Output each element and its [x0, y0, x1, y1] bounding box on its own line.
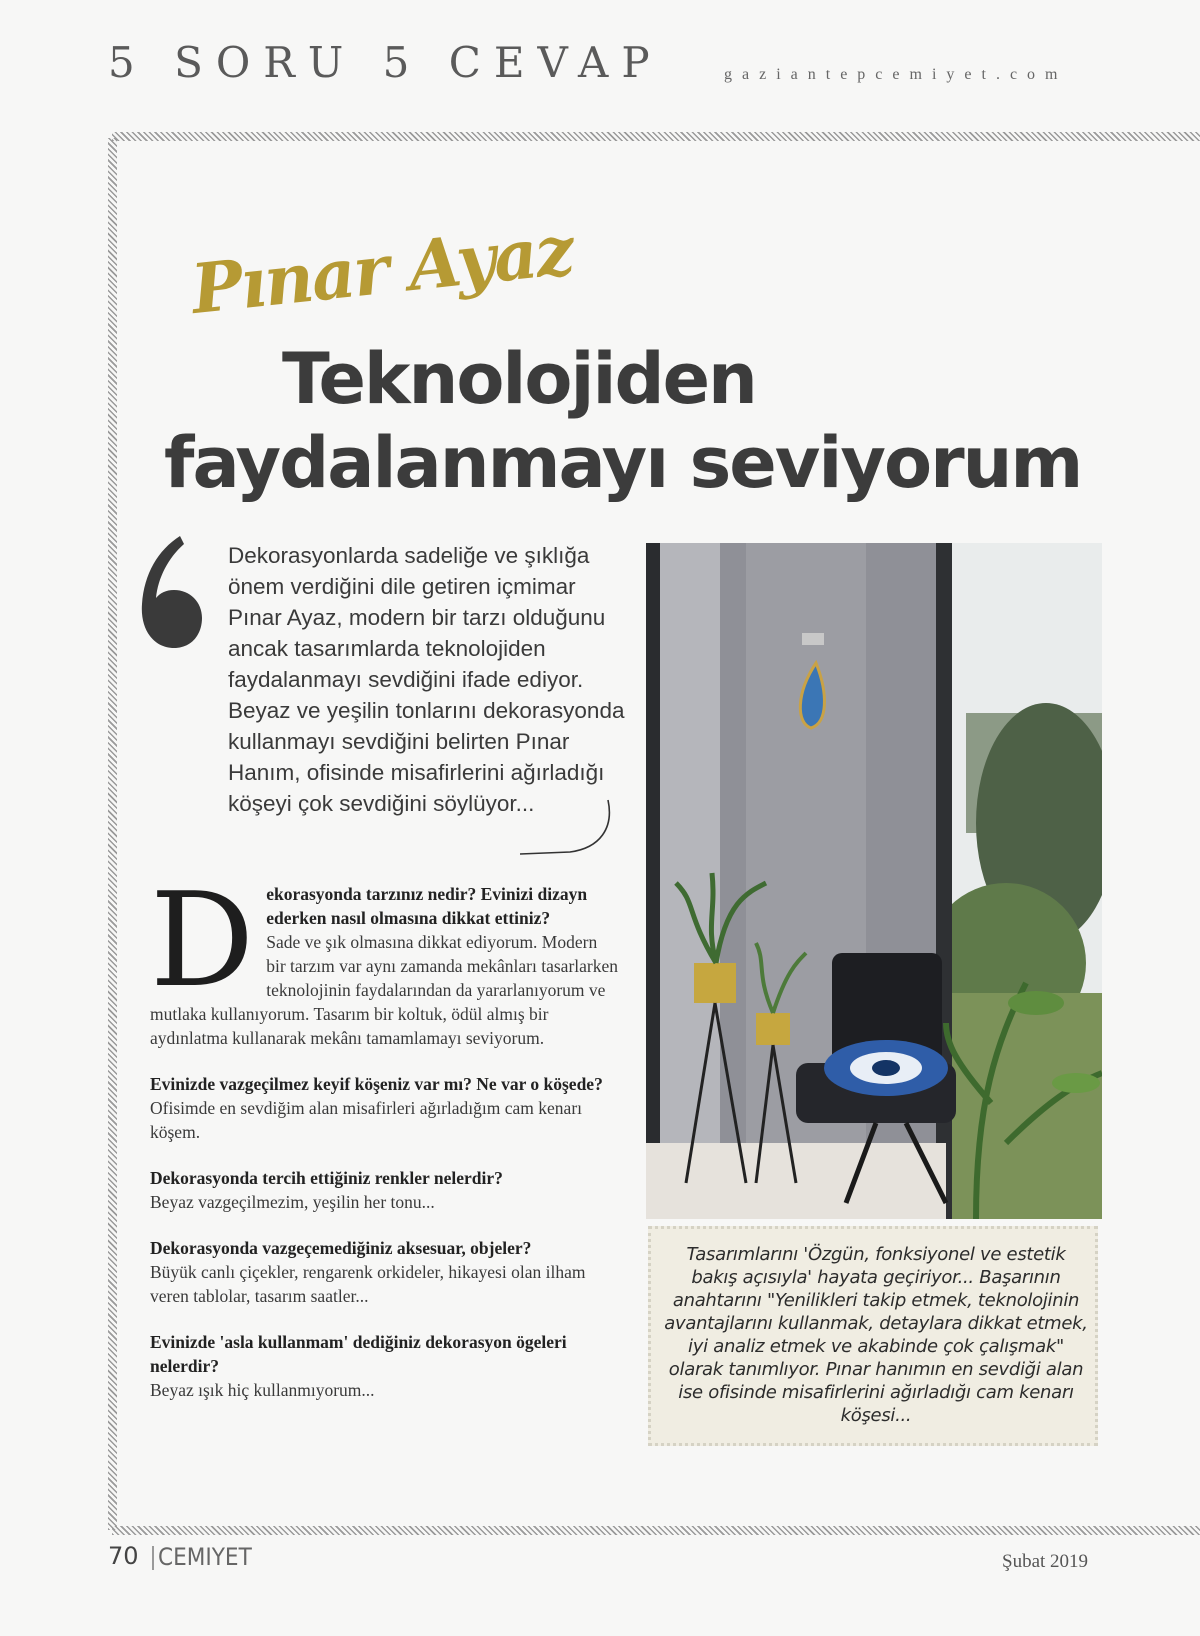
- footer-separator: [152, 1546, 154, 1570]
- question-3: Dekorasyonda tercih ettiğiniz renkler nelerdir?: [150, 1168, 503, 1188]
- magazine-brand: CEMIYET: [158, 1543, 252, 1571]
- answer-1: Sade ve şık olmasına dikkat ediyorum. Modern bir tarzım var aynı zamanda mekânları tasarlarken teknolojinin faydalarından da yararlanıyorum ve mutlaka kullanıyorum. Tasarım bir koltuk, ödül almış bir aydınlatma kullanarak mekânı tamamlamayı seviyorum.: [150, 932, 619, 1048]
- qa-item-5: [150, 1330, 620, 1402]
- quote-mark-icon: [140, 532, 204, 652]
- question-4: Dekorasyonda vazgeçemediğiniz aksesuar, objeler?: [150, 1238, 532, 1258]
- frame-top: [112, 132, 1200, 141]
- answer-3: Beyaz vazgeçilmezim, yeşilin her tonu...: [150, 1192, 435, 1212]
- question-2: Evinizde vazgeçilmez keyif köşeniz var mı? Ne var o köşede?: [150, 1074, 603, 1094]
- qa-item-2: [150, 1072, 620, 1144]
- interviewee-name: Pınar Ayaz: [187, 210, 577, 330]
- question-1: ekorasyonda tarzınız nedir? Evinizi dizayn ederken nasıl olmasına dikkat ettiniz?: [266, 884, 588, 928]
- page-number: 70: [108, 1542, 139, 1570]
- question-5: Evinizde 'asla kullanmam' dediğiniz dekorasyon ögeleri nelerdir?: [150, 1332, 567, 1376]
- office-corner-photo: [646, 543, 1102, 1219]
- photo-caption: Tasarımlarını 'Özgün, fonksiyonel ve estetik bakış açısıyla' hayata geçiriyor... Başarının anahtarını "Yenilikleri takip etmek, teknolojinin avantajlarını kullanmak, detaylara dikkat etmek, iyi analiz etmek ve akabinde çok çalışmak" olarak tanımlıyor. Pınar hanımın en sevdiği alan ise ofisinde misafirlerini ağırladığı cam kenarı köşesi...: [664, 1244, 1088, 1426]
- caption-box: [648, 1226, 1098, 1446]
- headline-line-2: faydalanmayı seviyorum: [164, 422, 1082, 504]
- qa-section: [150, 864, 620, 1402]
- frame-bottom: [112, 1526, 1200, 1535]
- section-title: 5 SORU 5 CEVAP: [108, 38, 663, 87]
- frame-left: [108, 138, 117, 1530]
- headline-line-1: Teknolojiden: [282, 338, 756, 420]
- intro-curve-decoration: [520, 798, 620, 858]
- answer-4: Büyük canlı çiçekler, rengarenk orkideler, hikayesi olan ilham veren tablolar, tasarım saatler...: [150, 1262, 586, 1306]
- site-url[interactable]: gaziantepcemiyet.com: [724, 66, 1068, 83]
- qa-item-4: [150, 1236, 620, 1308]
- dropcap: D: [150, 864, 255, 1016]
- intro-paragraph: Dekorasyonlarda sadeliğe ve şıklığa önem verdiğini dile getiren içmimar Pınar Ayaz, modern bir tarzı olduğunu ancak tasarımlarda teknolojiden faydalanmayı sevdiğini ifade ediyor. Beyaz ve yeşilin tonlarını dekorasyonda kullanmayı sevdiğini belirten Pınar Hanım, ofisinde misafirlerini ağırladığı köşeyi çok sevdiğini söylüyor...: [228, 543, 625, 816]
- answer-5: Beyaz ışık hiç kullanmıyorum...: [150, 1380, 375, 1400]
- qa-item-1: [150, 864, 620, 1050]
- qa-item-3: [150, 1166, 620, 1214]
- answer-2: Ofisimde en sevdiğim alan misafirleri ağırladığım cam kenarı köşem.: [150, 1098, 583, 1142]
- office-corner-illustration: [646, 543, 1102, 1219]
- issue-date: Şubat 2019: [1002, 1551, 1089, 1572]
